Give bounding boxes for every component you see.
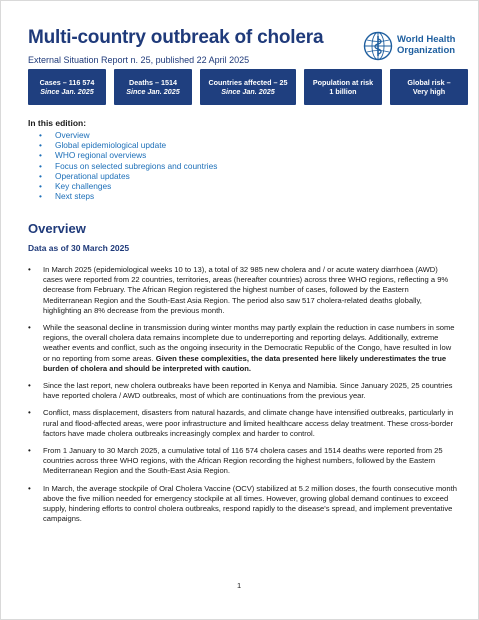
- toc-link-overview[interactable]: • Overview: [39, 130, 217, 140]
- kpi-strip: [28, 69, 468, 105]
- bullet-text: While the seasonal decline in transmission during winter months may partly explain the reduction in case numbers in some regions, the overall cholera data remains incomplete due to underreporting and reporting delays. Additionally, extreme weather events and conflict, such as the ongoing insecurity in the Democratic Republic of the Congo, have resulted in low or no reporting from some areas.: [43, 323, 455, 363]
- edition-heading: In this edition:: [28, 118, 87, 128]
- kpi-deaths: [114, 69, 192, 105]
- overview-bullet: [28, 408, 458, 439]
- kpi-population-label: Population at risk: [312, 78, 374, 87]
- bullet-text: Conflict, mass displacement, disasters from natural hazards, and climate change have intensified outbreaks, particularly in rural and flood-affected areas, were poor infrastructure and limited healthcare access delay treatment. These cross-border factors have made cholera outbreaks increasingly complex and harder to control.: [43, 408, 454, 438]
- kpi-countries-period: Since Jan. 2025: [221, 87, 275, 96]
- toc-link-operational-updates[interactable]: • Operational updates: [39, 171, 217, 181]
- kpi-countries-value: Countries affected – 25: [208, 78, 288, 87]
- bullet-text: In March, the average stockpile of Oral Cholera Vaccine (OCV) stabilized at 5.2 million doses, the fourth consecutive month above the five million needed for emergency stockpile at all times. However, growing global demand continues to exceed supply, hindering efforts to control cholera outbreaks, respond rapidly to the disease's spread, and implement preventative campaigns.: [43, 483, 457, 524]
- kpi-deaths-period: Since Jan. 2025: [126, 87, 180, 96]
- toc-link-focus-subregions[interactable]: • Focus on selected subregions and countries: [39, 161, 217, 171]
- kpi-cases-value: Cases – 116 574: [39, 78, 95, 87]
- kpi-population-value: 1 billion: [329, 87, 357, 96]
- overview-bullet: [28, 381, 458, 401]
- kpi-countries: [200, 69, 296, 105]
- kpi-cases: [28, 69, 106, 105]
- logo-line-2: Organization: [397, 45, 456, 56]
- bullet-text: In March 2025 (epidemiological weeks 10 to 13), a total of 32 985 new cholera and / or acute watery diarrhoea (AWD) cases were reported from 22 countries, territories, areas (hereafter countries) across three WHO regions, reflecting a 9% decrease from February. The African Region registered the highest number of cases, followed by the Eastern Mediterranean Region and the South-East Asia Region. The period also saw 517 cholera-related deaths globally, highlighting an 8% decrease from the previous month.: [43, 265, 449, 315]
- who-wordmark: [397, 34, 455, 56]
- overview-date: Data as of 30 March 2025: [28, 243, 130, 253]
- kpi-cases-period: Since Jan. 2025: [40, 87, 94, 96]
- bullet-text: Since the last report, new cholera outbreaks have been reported in Kenya and Namibia. Since January 2025, 25 countries have reported cholera / AWD outbreaks, most of which are continuations from the previous year.: [43, 381, 453, 401]
- toc-link-key-challenges[interactable]: • Key challenges: [39, 181, 217, 191]
- toc-link-regional-overviews[interactable]: • WHO regional overviews: [39, 150, 217, 160]
- who-emblem-icon: [363, 31, 393, 61]
- overview-bullets: [28, 265, 458, 531]
- bullet-bold-text: Given these complexities, the data presented here likely underestimates the true burden of cholera and should be interpreted with caution.: [43, 353, 447, 373]
- bullet-text: From 1 January to 30 March 2025, a cumulative total of 116 574 cholera cases and 1514 deaths were reported from 25 countries across three WHO regions, with the African Region recording the highest numbers, followed by the Eastern Mediterranean Region and the South-East Asia Region.: [43, 446, 443, 476]
- kpi-risk-label: Global risk –: [407, 78, 451, 87]
- overview-bullet: [28, 484, 458, 525]
- who-logo: [363, 31, 463, 63]
- kpi-risk-value: Very high: [412, 87, 446, 96]
- kpi-deaths-value: Deaths – 1514: [129, 78, 177, 87]
- toc-link-global-epi-update[interactable]: • Global epidemiological update: [39, 140, 217, 150]
- logo-line-1: World Health: [397, 34, 456, 45]
- overview-bullet: [28, 265, 458, 316]
- toc-link-next-steps[interactable]: • Next steps: [39, 191, 217, 201]
- overview-bullet: [28, 323, 458, 374]
- overview-heading: Overview: [28, 221, 86, 236]
- page-number: 1: [237, 581, 242, 590]
- edition-contents: [39, 130, 217, 201]
- kpi-global-risk: [390, 69, 468, 105]
- kpi-population: [304, 69, 382, 105]
- report-subtitle: External Situation Report n. 25, published 22 April 2025: [28, 55, 250, 65]
- overview-bullet: [28, 446, 458, 477]
- page-title: Multi-country outbreak of cholera: [28, 27, 324, 48]
